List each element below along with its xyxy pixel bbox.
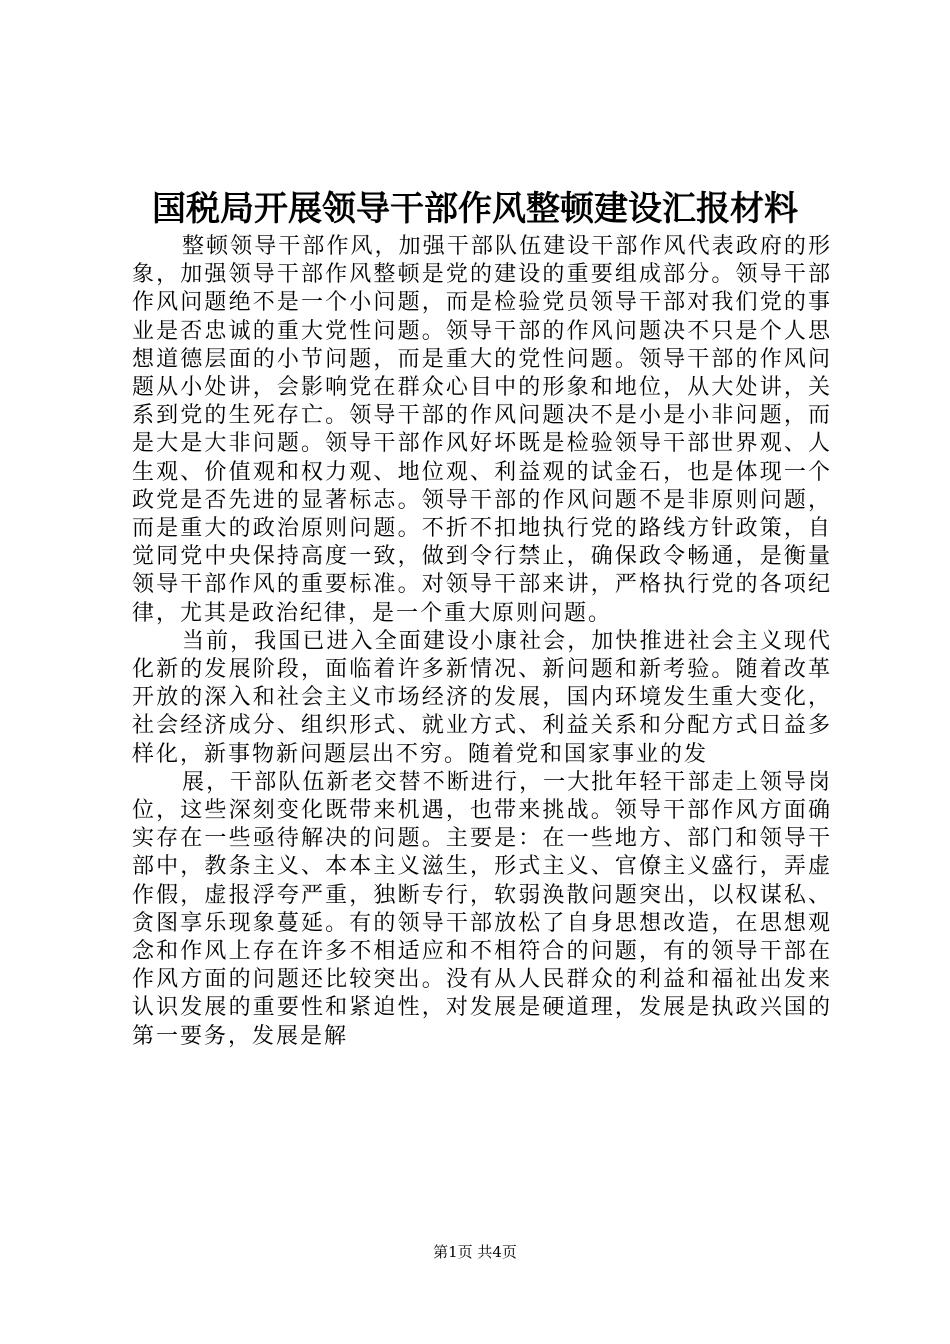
page-footer: 第1页 共4页 (433, 1243, 517, 1261)
document-title: 国税局开展领导干部作风整顿建设汇报材料 (152, 189, 798, 229)
paragraph-3: 展，干部队伍新老交替不断进行，一大批年轻干部走上领导岗位，这些深刻变化既带来机遇，也带来挑战。领导干部作风方面确实存在一些亟待解决的问题。主要是：在一些地方、部门和领导干部中，教条主义、本本主义滋生，形式主义、官僚主义盛行，弄虚作假，虚报浮夸严重，独断专行，软弱涣散问题突出，以权谋私、贪图享乐现象蔓延。有的领导干部放松了自身思想改造，在思想观念和作风上存在许多不相适应和不相符合的问题，有的领导干部在作风方面的问题还比较突出。没有从人民群众的利益和福祉出发来认识发展的重要性和紧迫性，对发展是硬道理，发展是执政兴国的第一要务，发展是解 (132, 769, 832, 1049)
document-body (132, 233, 832, 1051)
paragraph-1: 整顿领导干部作风，加强干部队伍建设干部作风代表政府的形象，加强领导干部作风整顿是党的建设的重要组成部分。领导干部作风问题绝不是一个小问题，而是检验党员领导干部对我们党的事业是否忠诚的重大党性问题。领导干部的作风问题决不只是个人思想道德层面的小节问题，而是重大的党性问题。领导干部的作风问题从小处讲，会影响党在群众心目中的形象和地位，从大处讲，关系到党的生死存亡。领导干部的作风问题决不是小是小非问题，而是大是大非问题。领导干部作风好坏既是检验领导干部世界观、人生观、价值观和权力观、地位观、利益观的试金石，也是体现一个政党是否先进的显著标志。领导干部的作风问题不是非原则问题，而是重大的政治原则问题。不折不扣地执行党的路线方针政策，自觉同党中央保持高度一致，做到令行禁止，确保政令畅通，是衡量领导干部作风的重要标准。对领导干部来讲，严格执行党的各项纪律，尤其是政治纪律，是一个重大原则问题。 (132, 234, 832, 626)
paragraph-2: 当前，我国已进入全面建设小康社会，加快推进社会主义现代化新的发展阶段，面临着许多新情况、新问题和新考验。随着改革开放的深入和社会主义市场经济的发展，国内环境发生重大变化，社会经济成分、组织形式、就业方式、利益关系和分配方式日益多样化，新事物新问题层出不穷。随着党和国家事业的发 (132, 628, 832, 767)
